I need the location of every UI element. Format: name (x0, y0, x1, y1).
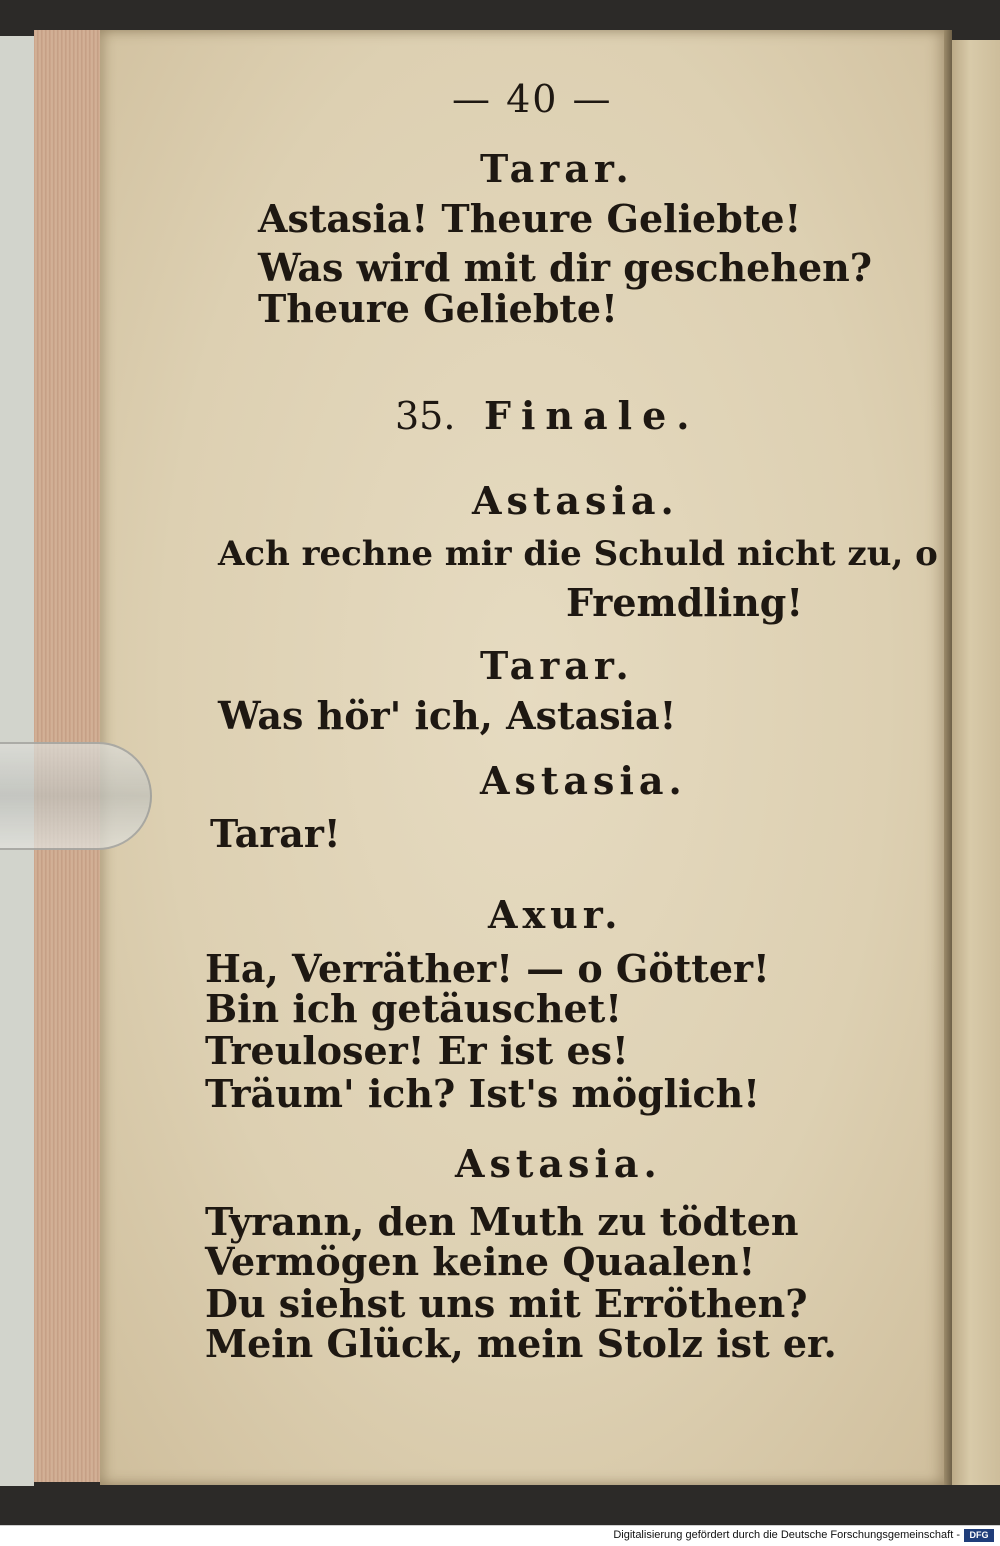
speaker-astasia: Astasia. (455, 1141, 662, 1186)
page-number: — 40 — (452, 77, 613, 121)
verse-line: Tyrann, den Muth zu tödten (205, 1199, 799, 1244)
verse-line: Bin ich getäuschet! (205, 986, 622, 1031)
page-gutter (944, 30, 952, 1485)
verse-line: Vermögen keine Quaalen! (205, 1239, 756, 1284)
funding-credit: Digitalisierung gefördert durch die Deutsche Forschungsgemeinschaft - (613, 1529, 960, 1541)
verse-line: Was hör' ich, Astasia! (218, 693, 677, 738)
verse-line: Träum' ich? Ist's möglich! (205, 1071, 760, 1116)
verse-line: Treuloser! Er ist es! (205, 1028, 629, 1073)
speaker-axur: Axur. (488, 892, 623, 937)
verse-line: Astasia! Theure Geliebte! (258, 196, 802, 241)
section-number: 35. (395, 394, 456, 438)
verse-line: Mein Glück, mein Stolz ist er. (205, 1321, 837, 1366)
verse-line: Was wird mit dir geschehen? (258, 245, 873, 290)
speaker-astasia: Astasia. (480, 758, 687, 803)
speaker-tarar: Tarar. (480, 146, 634, 191)
verse-line: Fremdling! (566, 580, 804, 625)
digitization-footer (0, 1525, 1000, 1546)
speaker-astasia: Astasia. (472, 478, 679, 523)
verse-line: Ach rechne mir die Schuld nicht zu, o (218, 534, 938, 574)
verse-line: Du siehst uns mit Erröthen? (205, 1281, 808, 1326)
speaker-tarar: Tarar. (480, 643, 634, 688)
page-clip (0, 742, 152, 850)
section-title: Finale. (484, 393, 700, 438)
verse-line: Tarar! (210, 811, 341, 856)
facing-page-edge (950, 40, 1000, 1485)
verse-line: Ha, Verräther! — o Götter! (205, 946, 770, 991)
dfg-logo: DFG (964, 1529, 994, 1542)
verse-line: Theure Geliebte! (258, 286, 618, 331)
